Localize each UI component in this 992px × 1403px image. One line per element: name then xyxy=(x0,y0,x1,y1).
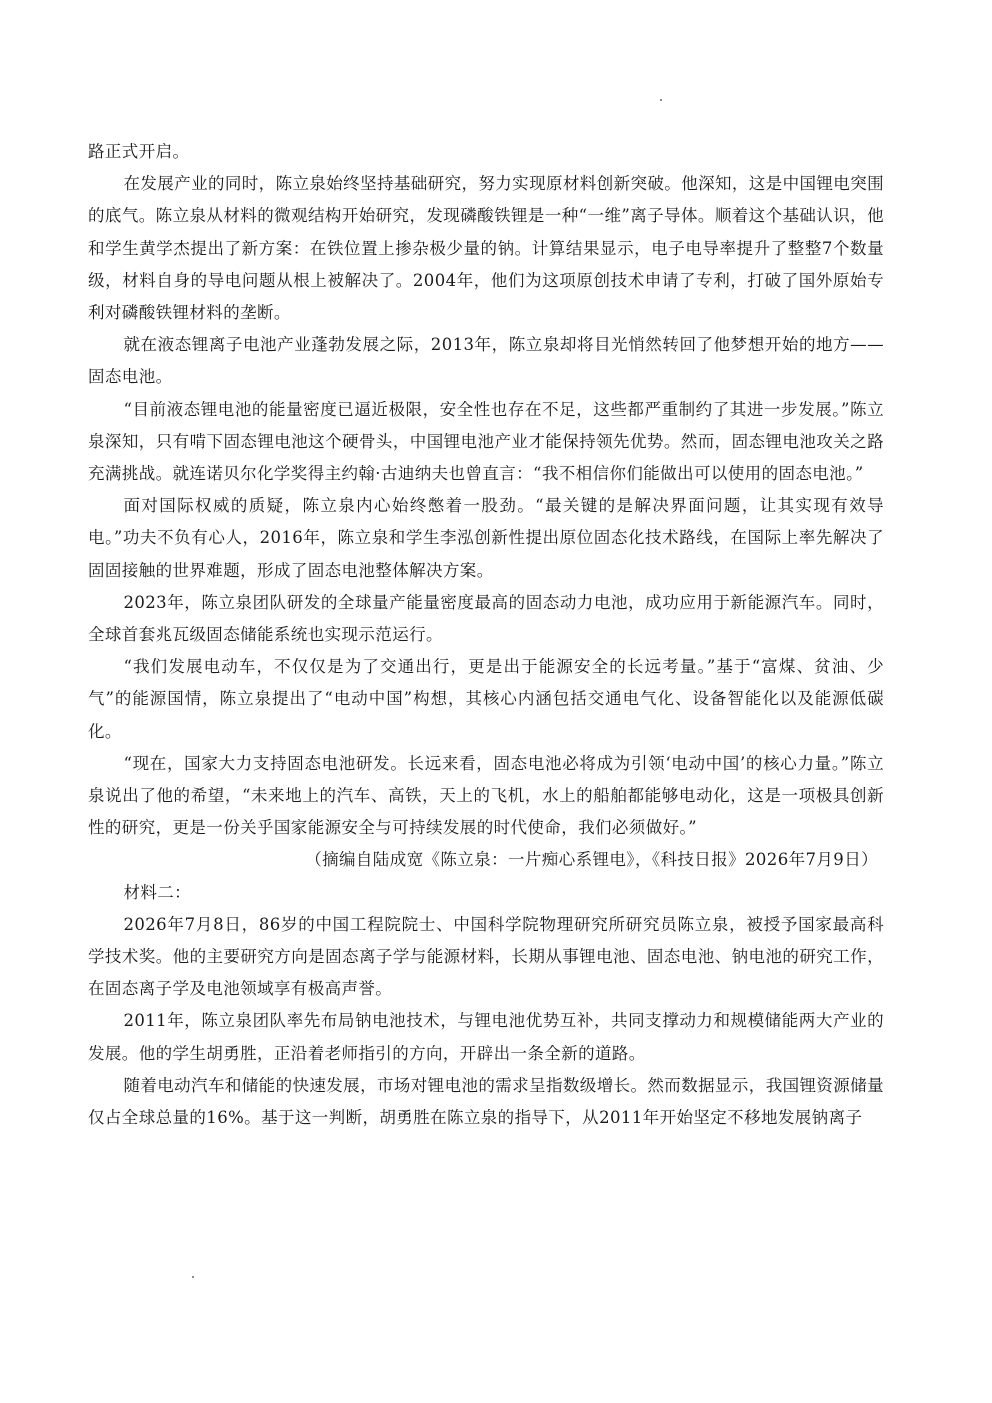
paragraph: 在发展产业的同时，陈立泉始终坚持基础研究，努力实现原材料创新突破。他深知，这是中国锂电突围的底气。陈立泉从材料的微观结构开始研究，发现磷酸铁锂是一种“一维”离子导体。顺着这个基础认识，他和学生黄学杰提出了新方案：在铁位置上掺杂极少量的钠。计算结果显示，电子电导率提升了整整7个数量级，材料自身的导电问题从根上被解决了。2004年，他们为这项原创技术申请了专利，打破了国外原始专利对磷酸铁锂材料的垄断。 xyxy=(88,174,884,323)
paragraph: 2026年7月8日，86岁的中国工程院院士、中国科学院物理研究所研究员陈立泉，被授予国家最高科学技术奖。他的主要研究方向是固态离子学与能源材料，长期从事锂电池、固态电池、钠电池的研究工作，在固态离子学及电池领域享有极高声誉。 xyxy=(88,914,884,999)
paragraph: “我们发展电动车，不仅仅是为了交通出行，更是出于能源安全的长远考量。”基于“富煤、贫油、少气”的能源国情，陈立泉提出了“电动中国”构想，其核心内涵包括交通电气化、设备智能化以及能源低碳化。 xyxy=(88,657,884,741)
section-heading-material-two: 材料二： xyxy=(123,882,192,902)
paragraph: 2023年，陈立泉团队研发的全球量产能量密度最高的固态动力电池，成功应用于新能源汽车。同时，全球首套兆瓦级固态储能系统也实现示范运行。 xyxy=(88,592,884,645)
paragraph: 面对国际权威的质疑，陈立泉内心始终憋着一股劲。“最关键的是解决界面问题，让其实现有效导电。”功夫不负有心人，2016年，陈立泉和学生李泓创新性提出原位固态化技术路线，在国际上率先解决了固固接触的世界难题，形成了固态电池整体解决方案。 xyxy=(88,496,884,580)
scan-dot-top xyxy=(660,99,662,101)
paragraph: 随着电动汽车和储能的快速发展，市场对锂电池的需求呈指数级增长。然而数据显示，我国锂资源储量仅占全球总量的16%。基于这一判断，胡勇胜在陈立泉的指导下，从2011年开始坚定不移地发展钠离子 xyxy=(88,1075,884,1128)
article-body xyxy=(88,136,884,1134)
paragraph: “目前液态锂电池的能量密度已逼近极限，安全性也存在不足，这些都严重制约了其进一步发展。”陈立泉深知，只有啃下固态锂电池这个硬骨头，中国锂电池产业才能保持领先优势。然而，固态锂电池攻关之路充满挑战。就连诺贝尔化学奖得主约翰·古迪纳夫也曾直言：“我不相信你们能做出可以使用的固态电池。” xyxy=(88,399,884,484)
paragraph: 路正式开启。 xyxy=(88,142,190,161)
source-citation: （摘编自陆成宽《陈立泉：一片痴心系锂电》，《科技日报》2026年7月9日） xyxy=(305,850,878,870)
paragraph: 2011年，陈立泉团队率先布局钠电池技术，与锂电池优势互补，共同支撑动力和规模储能两大产业的发展。他的学生胡勇胜，正沿着老师指引的方向，开辟出一条全新的道路。 xyxy=(88,1011,884,1063)
paragraph: 就在液态锂离子电池产业蓬勃发展之际，2013年，陈立泉却将目光悄然转回了他梦想开始的地方——固态电池。 xyxy=(88,335,884,387)
scan-dot-bottom xyxy=(192,1276,194,1278)
paragraph: “现在，国家大力支持固态电池研发。长远来看，固态电池必将成为引领‘电动中国’的核心力量。”陈立泉说出了他的希望，“未来地上的汽车、高铁，天上的飞机，水上的船舶都能够电动化，这是一项极具创新性的研究，更是一份关乎国家能源安全与可持续发展的时代使命，我们必须做好。” xyxy=(88,753,884,838)
